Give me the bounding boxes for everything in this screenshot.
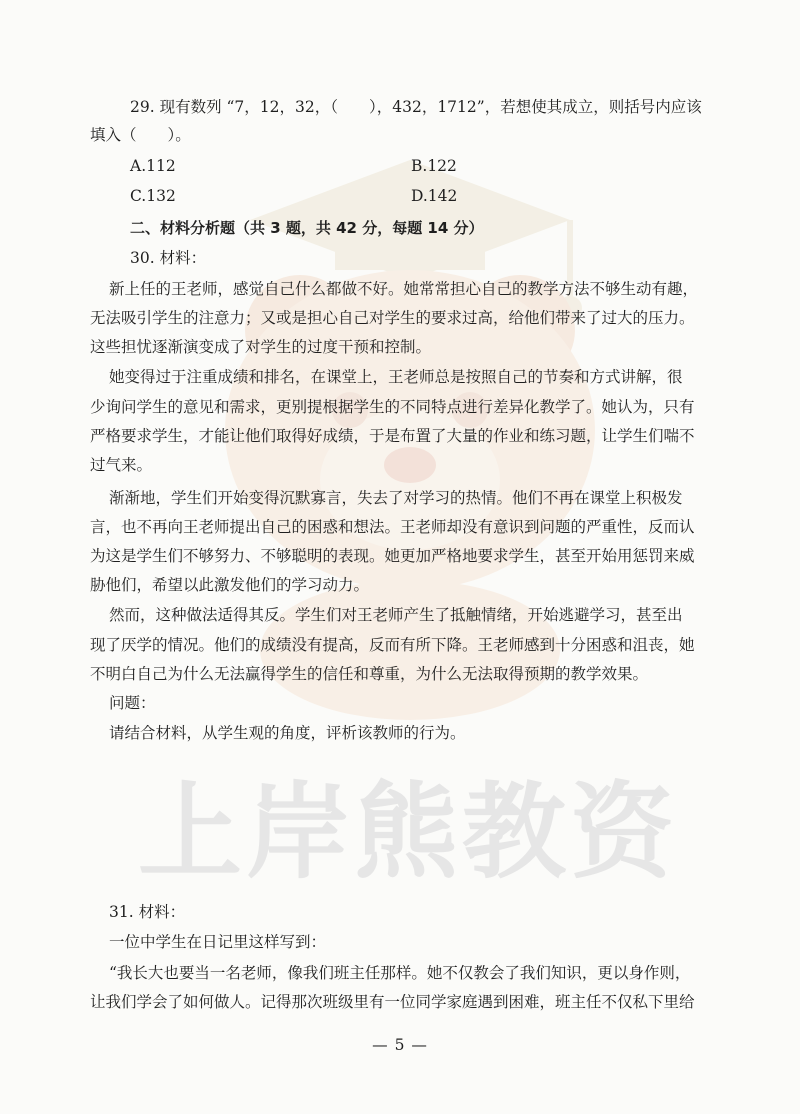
q29-stem-line-1: 29. 现有数列 “7，12，32，（ ），432，1712”，若想使其成立，则括号内应该 bbox=[130, 98, 702, 116]
q29-option-d: D.142 bbox=[411, 187, 458, 205]
q30-paragraph-line: 渐渐地，学生们开始变得沉默寡言，失去了对学习的热情。他们不再在课堂上积极发 bbox=[109, 489, 683, 507]
q31-paragraph-line: 一位中学生在日记里这样写到： bbox=[109, 933, 327, 951]
q29-stem-line-2: 填入（ ）。 bbox=[90, 126, 191, 144]
q31-paragraph-line: 让我们学会了如何做人。记得那次班级里有一位同学家庭遇到困难，班主任不仅私下里给 bbox=[90, 993, 695, 1011]
q29-option-a: A.112 bbox=[130, 157, 176, 175]
q30-paragraph-line: 严格要求学生，才能让他们取得好成绩，于是布置了大量的作业和练习题，让学生们喘不 bbox=[90, 427, 695, 445]
section-2-heading: 二、材料分析题（共 3 题，共 42 分，每题 14 分） bbox=[130, 219, 484, 237]
q30-paragraph-line: 这些担忧逐渐演变成了对学生的过度干预和控制。 bbox=[90, 338, 432, 356]
q30-paragraph-line: 胁他们，希望以此激发他们的学习动力。 bbox=[90, 576, 370, 594]
q31-material-label: 31. 材料： bbox=[109, 903, 186, 921]
q30-paragraph-line: 无法吸引学生的注意力；又或是担心自己对学生的要求过高，给他们带来了过大的压力。 bbox=[90, 309, 695, 327]
q30-paragraph-line: 少询问学生的意见和需求，更别提根据学生的不同特点进行差异化教学了。她认为，只有 bbox=[90, 398, 695, 416]
q30-question-text: 请结合材料，从学生观的角度，评析该教师的行为。 bbox=[109, 724, 466, 742]
watermark-text: 上岸熊教资 bbox=[138, 771, 679, 893]
q30-paragraph-line: 不明白自己为什么无法赢得学生的信任和尊重，为什么无法取得预期的教学效果。 bbox=[90, 665, 649, 683]
q30-material-label: 30. 材料： bbox=[130, 249, 207, 267]
q29-option-b: B.122 bbox=[411, 157, 457, 175]
q30-paragraph-line: 新上任的王老师，感觉自己什么都做不好。她常常担心自己的教学方法不够生动有趣， bbox=[109, 280, 699, 298]
q30-paragraph-line: 现了厌学的情况。他们的成绩没有提高，反而有所下降。王老师感到十分困惑和沮丧，她 bbox=[90, 636, 695, 654]
q30-paragraph-line: 言，也不再向王老师提出自己的困惑和想法。王老师却没有意识到问题的严重性，反而认 bbox=[90, 518, 695, 536]
q29-option-c: C.132 bbox=[130, 187, 176, 205]
q30-question-label: 问题： bbox=[109, 694, 156, 712]
page-number: — 5 — bbox=[372, 1036, 428, 1054]
q30-paragraph-line: 为这是学生们不够努力、不够聪明的表现。她更加严格地要求学生，甚至开始用惩罚来威 bbox=[90, 547, 695, 565]
q30-paragraph-line: 她变得过于注重成绩和排名，在课堂上，王老师总是按照自己的节奏和方式讲解，很 bbox=[109, 368, 683, 386]
q30-paragraph-line: 然而，这种做法适得其反。学生们对王老师产生了抵触情绪，开始逃避学习，甚至出 bbox=[109, 606, 683, 624]
q30-paragraph-line: 过气来。 bbox=[90, 456, 153, 474]
q31-paragraph-line: “我长大也要当一名老师，像我们班主任那样。她不仅教会了我们知识，更以身作则， bbox=[109, 964, 691, 982]
